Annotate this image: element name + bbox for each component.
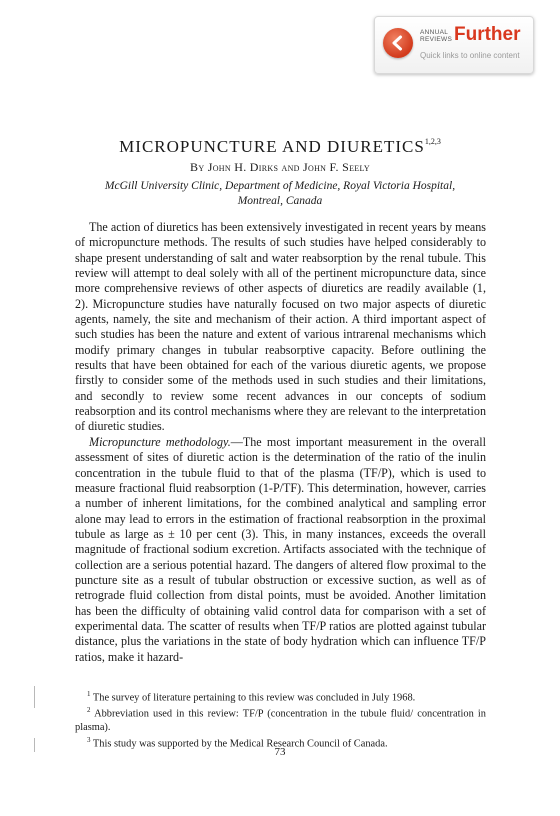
- article-body: [75, 220, 486, 665]
- article-affiliation: McGill University Clinic, Department of Medicine, Royal Victoria Hospital, Montreal, Canada: [104, 180, 456, 207]
- title-footnote-marks: 1,2,3: [424, 137, 441, 146]
- footnotes: [75, 688, 486, 750]
- body-paragraph-2: Micropuncture methodology.—The most important measurement in the overall assessment of sites of diuretic action is the determination of the ratio of the inulin concentration in the tubule fluid to that of the plasma (TF/P), which is used to measure fractional fluid reabsorption (1-P/TF). This determination, however, carries a number of inherent limitations, for the combined analytical and sampling error alone may lead to errors in the estimation of fractional reabsorption in the proximal tubule as large as ± 10 per cent (3). This, in many instances, exceeds the overall magnitude of fractional sodium excretion. Artifacts associated with the technique of collection are a serious potential hazard. The dangers of altered flow proximal to the puncture site as a result of tubular obstruction or excessive suction, as well as of retrograde fluid collection from distal points, must be avoided. Another limitation has been the difficulty of obtaining valid control data for comparison with a set of experimental data. The scatter of results when TF/P ratios are plotted against tubular distance, plus the variations in the state of body hydration which can influence TF/P ratios, make it hazard-: [75, 434, 487, 664]
- chevron-left-icon[interactable]: [383, 28, 413, 58]
- annual-reviews-further-badge[interactable]: [374, 16, 534, 74]
- further-label: Further: [454, 24, 521, 45]
- scan-margin-mark: [34, 738, 35, 752]
- section-lead-in: Micropuncture methodology.: [89, 434, 231, 449]
- scan-margin-mark: [34, 686, 35, 708]
- further-subtitle: Quick links to online content: [420, 51, 520, 60]
- page-number: 73: [274, 746, 286, 758]
- article-authors: By John H. Dirks and John F. Seely: [190, 160, 370, 174]
- footnote-2: $^2$ Abbreviation used in this review: TF/P (concentration in the tubule fluid/ concentration in plasma).: [75, 706, 487, 733]
- footnote-1: $^1$ The survey of literature pertaining to this review was concluded in July 1968.: [87, 690, 416, 704]
- body-paragraph-1: The action of diuretics has been extensively investigated in recent years by means of micropuncture methods. The results of such studies have helped considerably to shape present understanding of salt and water reabsorption by the renal tubule. This review will attempt to deal solely with all of the pertinent micropuncture data, since more comprehensive reviews of other aspects of diuretics are readily available (1, 2). Micropuncture studies have naturally focused on two major aspects of diuretic agents, namely, the site and mechanism of their action. A third important aspect of such studies has been the nature and extent of various intrarenal mechanisms which modify primary changes in tubular reabsorptive capacity. Before outlining the results that have been obtained for each of the various diuretic agents, we propose firstly to consider some of the methods used in such studies and their limitations, and secondly to review some recent advances in our concepts of sodium reabsorption and its control mechanisms where they are relevant to the interpretation of diuretic studies.: [75, 220, 486, 434]
- footnote-3: $^3$ This study was supported by the Medical Research Council of Canada.: [87, 735, 388, 750]
- article-title: MICROPUNCTURE AND DIURETICS$^{1,2,3}$: [119, 137, 441, 156]
- annual-reviews-logo-text: ANNUAL REVIEWS: [420, 29, 453, 43]
